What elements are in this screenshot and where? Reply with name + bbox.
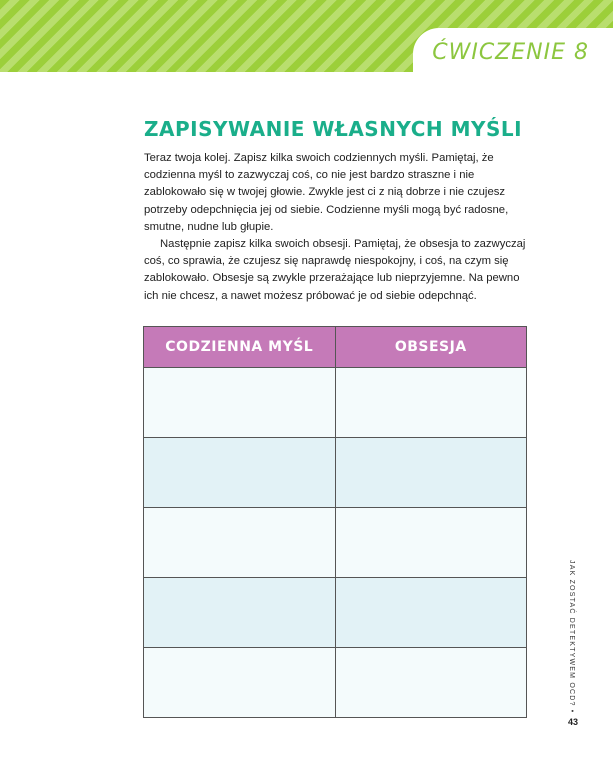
table-header-row — [144, 327, 527, 368]
obsession-cell[interactable] — [335, 648, 527, 718]
table-row — [144, 648, 527, 718]
instructions-text — [144, 150, 528, 305]
daily-thought-cell[interactable] — [144, 438, 336, 508]
paragraph-daily-thoughts: Teraz twoja kolej. Zapisz kilka swoich codziennych myśli. Pamiętaj, że codzienna myśl to zazwyczaj coś, co nie jest bardzo straszne i nie zablokowało się w twojej głowie. Zwykle jest ci z nią dobrze i nie czujesz potrzeby odepchnięcia jej od siebie. Codzienne myśli mogą być radosne, smutne, nudne lub głupie. — [144, 152, 509, 233]
running-footer-title: JAK ZOSTAĆ DETEKTYWEM OCD? • — [568, 560, 575, 714]
obsession-cell[interactable] — [335, 508, 527, 578]
table-row — [144, 578, 527, 648]
exercise-label: ĆWICZENIE 8 — [432, 40, 589, 65]
obsession-cell[interactable] — [335, 368, 527, 438]
obsession-cell[interactable] — [335, 578, 527, 648]
daily-thought-cell[interactable] — [144, 578, 336, 648]
table-row — [144, 438, 527, 508]
daily-thought-cell[interactable] — [144, 648, 336, 718]
obsession-cell[interactable] — [335, 438, 527, 508]
column-header-obsession: OBSESJA — [335, 327, 527, 368]
column-header-daily-thought: CODZIENNA MYŚL — [144, 327, 336, 368]
table-row — [144, 368, 527, 438]
table-row — [144, 508, 527, 578]
daily-thought-cell[interactable] — [144, 508, 336, 578]
daily-thought-cell[interactable] — [144, 368, 336, 438]
paragraph-obsessions: Następnie zapisz kilka swoich obsesji. Pamiętaj, że obsesja to zazwyczaj coś, co sprawia, że czujesz się naprawdę niespokojny, i coś, na czym się zablokowało. Obsesje są zwykle przerażające lub nieprzyjemne. Na pewno ich nie chcesz, a nawet możesz próbować je od siebie odepchnąć. — [144, 238, 526, 302]
worksheet-table — [143, 326, 527, 718]
section-title: ZAPISYWANIE WŁASNYCH MYŚLI — [144, 117, 523, 141]
page-number: 43 — [568, 717, 579, 727]
